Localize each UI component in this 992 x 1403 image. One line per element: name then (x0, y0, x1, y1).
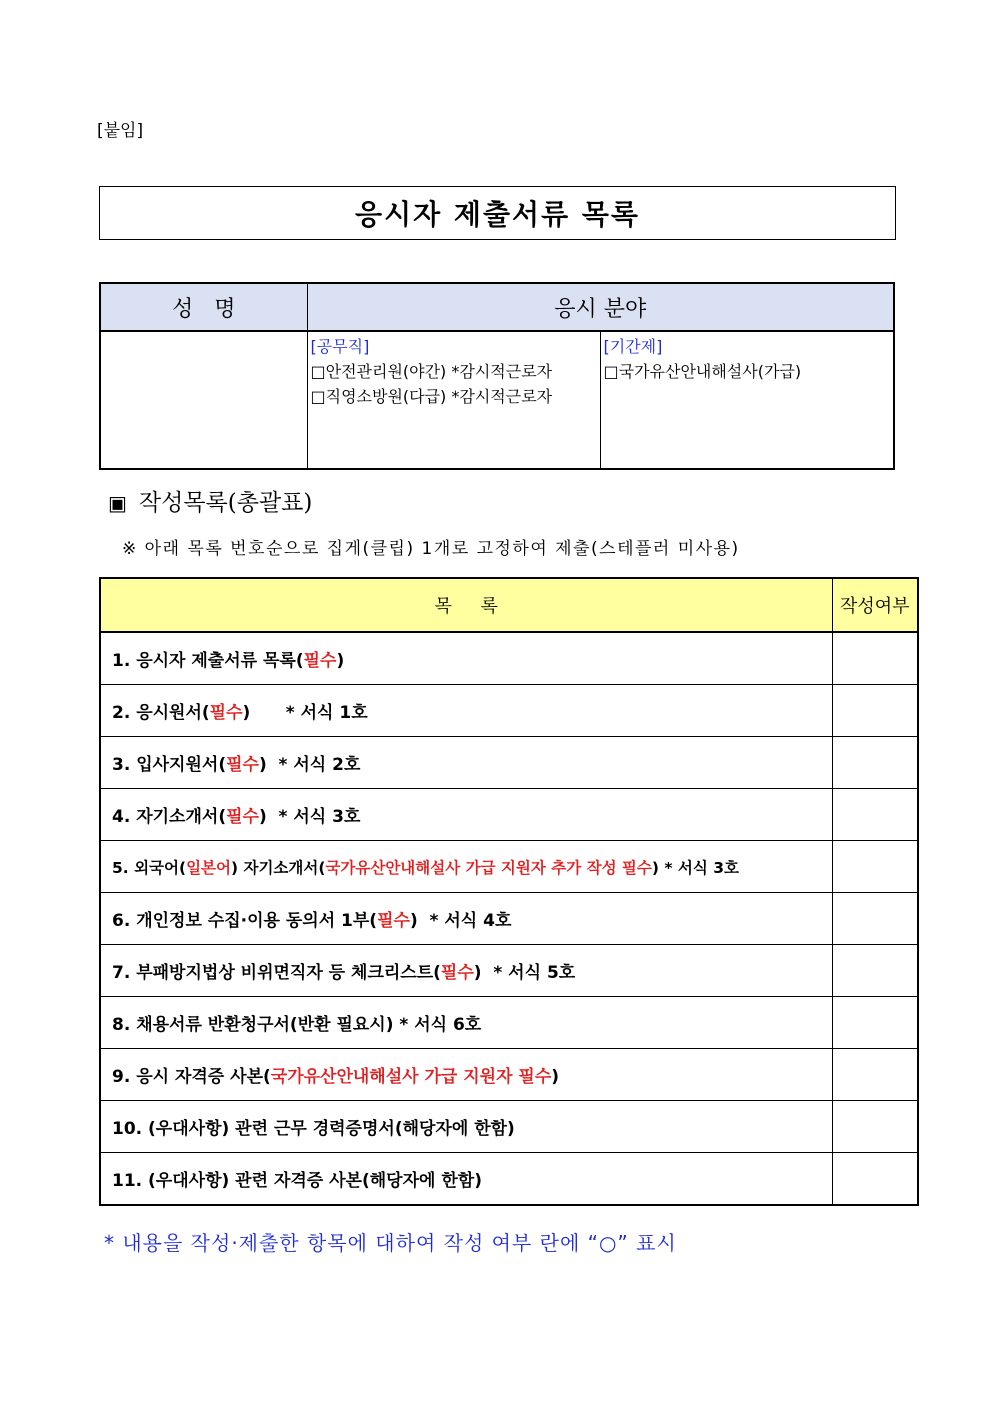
check-cell[interactable] (832, 997, 918, 1049)
check-cell[interactable] (832, 1049, 918, 1101)
name-cell[interactable] (100, 331, 307, 469)
check-cell[interactable] (832, 685, 918, 737)
list-item: 9. 응시 자격증 사본(국가유산안내해설사 가급 지원자 필수) (100, 1049, 832, 1101)
public-field-cell (307, 331, 600, 469)
table-row (100, 685, 918, 737)
table-row (100, 841, 918, 893)
table-row (100, 997, 918, 1049)
submission-note: ※ 아래 목록 번호순으로 집게(클립) 1개로 고정하여 제출(스테플러 미사용) (122, 539, 740, 559)
table-row (100, 789, 918, 841)
name-header: 성 명 (100, 283, 307, 331)
check-cell[interactable] (832, 893, 918, 945)
table-row (100, 893, 918, 945)
option-heritage-guide[interactable]: □국가유산안내해설사(가급) (603, 362, 802, 381)
list-item: 3. 입사지원서(필수) * 서식 2호 (100, 737, 832, 789)
option-safety-manager[interactable]: □안전관리원(야간) *감시적근로자 (310, 362, 553, 381)
field-header: 응시 분야 (307, 283, 894, 331)
table-row (100, 1153, 918, 1206)
table-row (100, 945, 918, 997)
list-item: 1. 응시자 제출서류 목록(필수) (100, 632, 832, 685)
list-item: 4. 자기소개서(필수) * 서식 3호 (100, 789, 832, 841)
check-cell[interactable] (832, 632, 918, 685)
contract-category: [기간제] (603, 337, 663, 356)
list-item: 2. 응시원서(필수) * 서식 1호 (100, 685, 832, 737)
public-category: [공무직] (310, 337, 370, 356)
list-item: 5. 외국어(일본어) 자기소개서(국가유산안내해설사 가급 지원자 추가 작성 필수) * 서식 3호 (100, 841, 832, 893)
list-item: 10. (우대사항) 관련 근무 경력증명서(해당자에 한함) (100, 1101, 832, 1153)
attachment-label: [붙임] (97, 121, 144, 141)
list-item: 6. 개인정보 수집·이용 동의서 1부(필수) * 서식 4호 (100, 893, 832, 945)
applicant-info-table (99, 282, 895, 470)
check-cell[interactable] (832, 1101, 918, 1153)
check-header: 작성여부 (832, 578, 918, 632)
table-row (100, 632, 918, 685)
option-firefighter[interactable]: □직영소방원(다급) *감시적근로자 (310, 387, 553, 406)
table-row (100, 737, 918, 789)
check-cell[interactable] (832, 841, 918, 893)
check-cell[interactable] (832, 1153, 918, 1206)
table-row (100, 1101, 918, 1153)
check-cell[interactable] (832, 737, 918, 789)
footnote: * 내용을 작성·제출한 항목에 대하여 작성 여부 란에 “○” 표시 (104, 1231, 677, 1255)
list-item: 8. 채용서류 반환청구서(반환 필요시) * 서식 6호 (100, 997, 832, 1049)
document-checklist-table (99, 577, 919, 1206)
list-item: 7. 부패방지법상 비위면직자 등 체크리스트(필수) * 서식 5호 (100, 945, 832, 997)
section-heading (108, 484, 312, 517)
check-cell[interactable] (832, 789, 918, 841)
list-item: 11. (우대사항) 관련 자격증 사본(해당자에 한함) (100, 1153, 832, 1206)
section-heading-text: 작성목록(총괄표) (138, 490, 313, 516)
document-title: 응시자 제출서류 목록 (99, 186, 896, 240)
table-row (100, 1049, 918, 1101)
square-bullet-icon: ▣ (108, 491, 127, 515)
contract-field-cell (600, 331, 894, 469)
check-cell[interactable] (832, 945, 918, 997)
list-header: 목 록 (100, 578, 832, 632)
